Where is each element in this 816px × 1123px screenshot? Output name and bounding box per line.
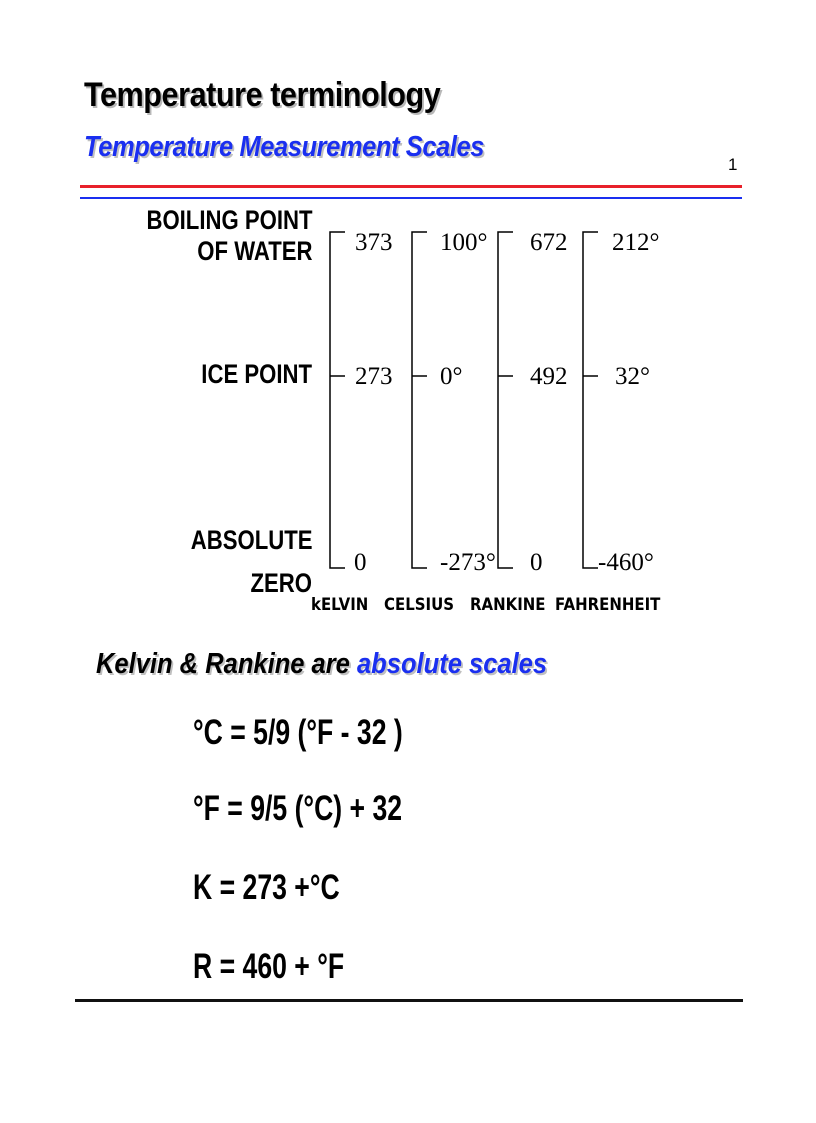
formula-kelvin: K = 273 +°C [193, 868, 340, 907]
scale-label-celsius: CELSIUS [384, 595, 455, 615]
formula-fahrenheit-from-celsius: °F = 9/5 (°C) + 32 [193, 789, 403, 828]
kelvin-ice-value: 273 [355, 363, 393, 390]
rankine-ice-value: 492 [530, 363, 568, 390]
fahrenheit-boiling-value: 212° [612, 229, 660, 256]
celsius-boiling-value: 100° [440, 229, 488, 256]
page-number: 1 [728, 155, 738, 174]
kelvin-bracket [330, 232, 345, 568]
fahrenheit-ice-value: 32° [615, 363, 650, 390]
scale-label-rankine: RANKINE [470, 595, 546, 615]
page-subtitle: Temperature Measurement Scales [84, 131, 485, 163]
formula-celsius-from-fahrenheit: °C = 5/9 (°F - 32 ) [193, 713, 403, 752]
absolute-scales-statement: Kelvin & Rankine are absolute scales [96, 648, 548, 680]
fahrenheit-bracket [583, 232, 598, 568]
page-title: Temperature terminology [84, 76, 441, 114]
fahrenheit-zero-value: -460° [598, 549, 654, 576]
absolute-scales-highlight: absolute scales [356, 648, 548, 680]
row-label-boiling-point: BOILING POINT OF WATER [145, 205, 312, 266]
row-label-absolute-zero: ABSOLUTE [190, 525, 312, 555]
row-label-absolute-zero-2: ZERO [250, 568, 312, 598]
celsius-ice-value: 0° [440, 363, 463, 390]
scale-label-kelvin: kELVIN [311, 595, 369, 615]
rankine-boiling-value: 672 [530, 229, 568, 256]
celsius-zero-value: -273° [440, 549, 496, 576]
celsius-bracket [412, 232, 427, 568]
rankine-bracket [498, 232, 513, 568]
row-label-ice-point: ICE POINT [201, 359, 312, 389]
kelvin-zero-value: 0 [354, 549, 367, 576]
rankine-zero-value: 0 [530, 549, 543, 576]
formula-rankine: R = 460 + °F [193, 947, 345, 986]
scale-label-fahrenheit: FAHRENHEIT [555, 595, 661, 615]
kelvin-boiling-value: 373 [355, 229, 393, 256]
footer-divider [75, 999, 743, 1002]
